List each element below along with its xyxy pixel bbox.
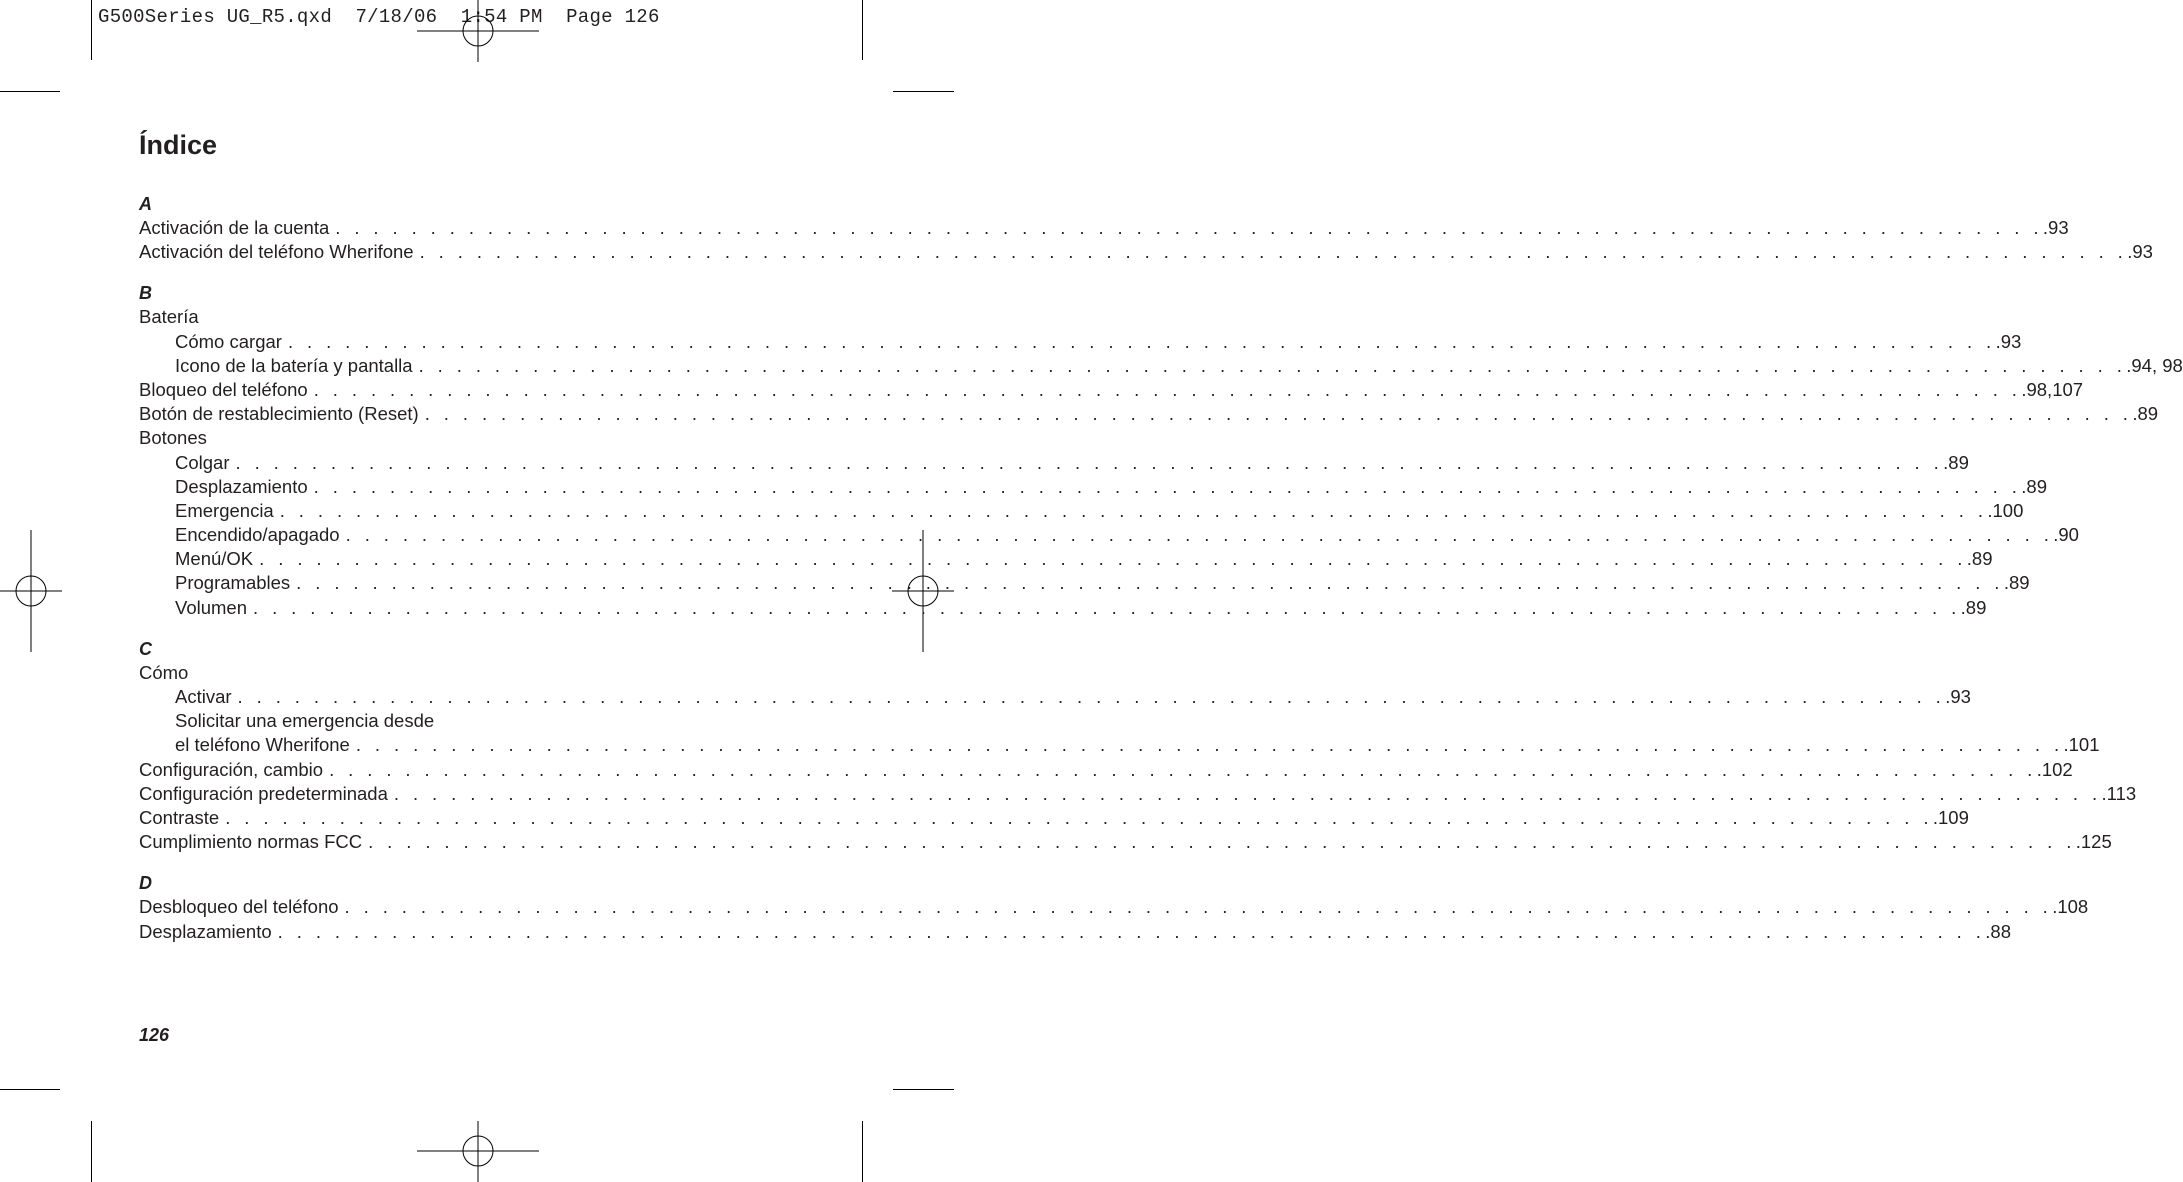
entry-pages: .93 <box>1945 686 1971 707</box>
section-letter: C <box>139 638 152 659</box>
section-letter: B <box>139 283 152 304</box>
entry-label: Programables <box>175 572 291 594</box>
index-section <box>139 192 2153 264</box>
entry-label: Contraste <box>139 806 220 828</box>
section-letter: A <box>139 194 152 214</box>
index-entry <box>139 499 2024 523</box>
index-entry <box>139 475 2048 499</box>
dot-leader: . . . . . . . . . . . . . . . . . . . . . . . . . . . . . . . . . . . . . . . . . . . . . . . . . . . . . . . . . . . . . . . . . . . . . . . . . . . . . . . . . . . . . . . . . . <box>253 596 1961 618</box>
dot-leader: . . . . . . . . . . . . . . . . . . . . . . . . . . . . . . . . . . . . . . . . . . . . . . . . . . . . . . . . . . . . . . . . . . . . . . . . . . . . . . . . . . . . . . . . . . <box>418 354 2127 376</box>
entry-pages: .109 <box>1932 806 1969 828</box>
entry-label: Cumplimiento normas FCC <box>139 831 363 853</box>
dot-leader: . . . . . . . . . . . . . . . . . . . . . . . . . . . . . . . . . . . . . . . . . . . . . . . . . . . . . . . . . . . . . . . . . . . . . . . . . . . . . . . . . . . . . . . . . . <box>355 734 2064 756</box>
entry-label: Configuración, cambio <box>139 758 324 780</box>
entry-label: Desplazamiento <box>175 475 308 497</box>
dot-leader: . . . . . . . . . . . . . . . . . . . . . . . . . . . . . . . . . . . . . . . . . . . . . . . . . . . . . . . . . . . . . . . . . . . . . . . . . . . . . . . . . . . . . . . . . . <box>368 831 2076 853</box>
entry-label: Bloqueo del teléfono <box>139 378 308 400</box>
entry-pages: .89 <box>1966 548 1993 570</box>
entry-pages: .88 <box>1985 920 2012 942</box>
entry-label: Volumen <box>175 596 247 618</box>
index-entry <box>139 571 2030 595</box>
index-entry <box>139 305 684 329</box>
dot-leader: . . . . . . . . . . . . . . . . . . . . . . . . . . . . . . . . . . . . . . . . . . . . . . . . . . . . . . . . . . . . . . . . . . . . . . . . . . . . . . . . . . . . . . . . . . <box>335 217 2043 238</box>
entry-label: el teléfono Wherifone <box>175 734 350 756</box>
index-entry <box>139 240 2153 264</box>
index-entry <box>139 402 2159 426</box>
entry-label: Solicitar una emergencia desde <box>175 710 435 732</box>
entry-pages: .101 <box>2063 734 2100 756</box>
entry-pages: .89 <box>2132 403 2159 425</box>
index-entry <box>139 895 2089 919</box>
index-entry <box>139 733 2100 757</box>
entry-pages: .102 <box>2036 758 2073 780</box>
dot-leader: . . . . . . . . . . . . . . . . . . . . . . . . . . . . . . . . . . . . . . . . . . . . . . . . . . . . . . . . . . . . . . . . . . . . . . . . . . . . . . . . . . . . . . . . . . <box>237 686 1946 707</box>
entry-pages: .89 <box>2003 572 2030 594</box>
entry-pages: .94, 98 <box>2126 354 2183 376</box>
entry-pages: .108 <box>2052 896 2089 918</box>
index-entry <box>139 830 2112 854</box>
index-entry <box>139 378 2084 402</box>
entry-label: Cómo <box>139 661 189 683</box>
dot-leader: . . . . . . . . . . . . . . . . . . . . . . . . . . . . . . . . . . . . . . . . . . . . . . . . . . . . . . . . . . . . . . . . . . . . . . . . . . . . . . . . . . . . . . . . . . <box>313 475 2022 497</box>
entry-label: Menú/OK <box>175 548 254 570</box>
entry-pages: .89 <box>1960 596 1987 618</box>
entry-label: Activar <box>175 686 232 707</box>
dot-leader: . . . . . . . . . . . . . . . . . . . . . . . . . . . . . . . . . . . . . . . . . . . . . . . . . . . . . . . . . . . . . . . . . . . . . . . . . . . . . . . . . . . . . . . . . . <box>393 782 2102 804</box>
entry-pages: .89 <box>1943 451 1969 473</box>
registration-mark-bottom <box>417 1121 539 1182</box>
index-list <box>139 192 2183 961</box>
entry-label: Batería <box>139 306 199 328</box>
index-entry <box>139 596 1987 620</box>
dot-leader: . . . . . . . . . . . . . . . . . . . . . . . . . . . . . . . . . . . . . . . . . . . . . . . . . . . . . . . . . . . . . . . . . . . . . . . . . . . . . . . . . . . . . . . . . . <box>287 330 1996 352</box>
registration-mark-top <box>417 0 539 62</box>
entry-label: Encendido/apagado <box>175 524 340 546</box>
index-entry <box>139 709 684 733</box>
index-entry <box>139 661 684 685</box>
index-entry <box>139 547 1993 571</box>
entry-label: Botones <box>139 427 207 449</box>
dot-leader: . . . . . . . . . . . . . . . . . . . . . . . . . . . . . . . . . . . . . . . . . . . . . . . . . . . . . . . . . . . . . . . . . . . . . . . . . . . . . . . . . . . . . . . . . . <box>344 896 2053 918</box>
entry-pages: .100 <box>1987 499 2024 521</box>
index-entry <box>139 758 2073 782</box>
dot-leader: . . . . . . . . . . . . . . . . . . . . . . . . . . . . . . . . . . . . . . . . . . . . . . . . . . . . . . . . . . . . . . . . . . . . . . . . . . . . . . . . . . . . . . . . . . <box>296 572 2004 594</box>
dot-leader: . . . . . . . . . . . . . . . . . . . . . . . . . . . . . . . . . . . . . . . . . . . . . . . . . . . . . . . . . . . . . . . . . . . . . . . . . . . . . . . . . . . . . . . . . . <box>225 806 1933 828</box>
entry-label: Activación de la cuenta <box>139 217 330 238</box>
dot-leader: . . . . . . . . . . . . . . . . . . . . . . . . . . . . . . . . . . . . . . . . . . . . . . . . . . . . . . . . . . . . . . . . . . . . . . . . . . . . . . . . . . . . . . . . . . <box>424 403 2133 425</box>
entry-label: Configuración predeterminada <box>139 782 388 804</box>
entry-pages: .93 <box>1995 330 2022 352</box>
entry-label: Icono de la batería y pantalla <box>175 354 413 376</box>
dot-leader: . . . . . . . . . . . . . . . . . . . . . . . . . . . . . . . . . . . . . . . . . . . . . . . . . . . . . . . . . . . . . . . . . . . . . . . . . . . . . . . . . . . . . . . . . . <box>279 499 1988 521</box>
index-entry <box>139 354 2183 378</box>
index-section <box>139 871 2089 943</box>
page-title: Índice <box>139 130 218 160</box>
dot-leader: . . . . . . . . . . . . . . . . . . . . . . . . . . . . . . . . . . . . . . . . . . . . . . . . . . . . . . . . . . . . . . . . . . . . . . . . . . . . . . . . . . . . . . . . . . <box>419 241 2128 263</box>
index-entry <box>139 920 2012 944</box>
index-section <box>139 637 2137 855</box>
entry-label: Colgar <box>175 451 230 473</box>
index-entry <box>139 685 1971 709</box>
entry-pages: .113 <box>2101 782 2137 804</box>
page-number: 126 <box>139 1025 170 1045</box>
entry-label: Desbloqueo del teléfono <box>139 896 339 918</box>
entry-pages: .93 <box>2127 241 2153 263</box>
crop-mark <box>893 91 954 92</box>
dot-leader: . . . . . . . . . . . . . . . . . . . . . . . . . . . . . . . . . . . . . . . . . . . . . . . . . . . . . . . . . . . . . . . . . . . . . . . . . . . . . . . . . . . . . . . . . . <box>259 548 1967 570</box>
entry-pages: .125 <box>2075 831 2112 853</box>
dot-leader: . . . . . . . . . . . . . . . . . . . . . . . . . . . . . . . . . . . . . . . . . . . . . . . . . . . . . . . . . . . . . . . . . . . . . . . . . . . . . . . . . . . . . . . . . . <box>235 451 1944 473</box>
crop-mark <box>862 0 863 60</box>
entry-pages: .98,107 <box>2021 378 2084 400</box>
index-entry <box>139 330 2022 354</box>
crop-mark <box>91 1121 92 1182</box>
entry-pages: .89 <box>2021 475 2048 497</box>
crop-mark <box>893 1089 954 1090</box>
entry-pages: .90 <box>2053 524 2079 546</box>
section-letter: D <box>139 873 152 894</box>
crop-mark <box>0 1089 60 1090</box>
crop-mark <box>91 0 92 60</box>
index-section <box>139 281 2183 619</box>
entry-pages: .93 <box>2042 217 2069 238</box>
entry-label: Activación del teléfono Wherifone <box>139 241 414 263</box>
registration-mark-left <box>0 530 62 652</box>
entry-label: Emergencia <box>175 499 274 521</box>
index-entry <box>139 782 2137 806</box>
index-entry <box>139 451 1969 475</box>
dot-leader: . . . . . . . . . . . . . . . . . . . . . . . . . . . . . . . . . . . . . . . . . . . . . . . . . . . . . . . . . . . . . . . . . . . . . . . . . . . . . . . . . . . . . . . . . . <box>329 758 2037 780</box>
index-entry <box>139 426 684 450</box>
crop-mark <box>862 1121 863 1182</box>
entry-label: Desplazamiento <box>139 920 272 942</box>
index-entry <box>139 216 2069 240</box>
dot-leader: . . . . . . . . . . . . . . . . . . . . . . . . . . . . . . . . . . . . . . . . . . . . . . . . . . . . . . . . . . . . . . . . . . . . . . . . . . . . . . . . . . . . . . . . . . <box>277 920 1986 942</box>
dot-leader: . . . . . . . . . . . . . . . . . . . . . . . . . . . . . . . . . . . . . . . . . . . . . . . . . . . . . . . . . . . . . . . . . . . . . . . . . . . . . . . . . . . . . . . . . . <box>313 378 2022 400</box>
dot-leader: . . . . . . . . . . . . . . . . . . . . . . . . . . . . . . . . . . . . . . . . . . . . . . . . . . . . . . . . . . . . . . . . . . . . . . . . . . . . . . . . . . . . . . . . . . <box>345 524 2054 546</box>
print-slug: G500Series UG_R5.qxd 7/18/06 1:54 PM Page 126 <box>98 6 660 28</box>
crop-mark <box>0 91 60 92</box>
index-entry <box>139 806 1969 830</box>
index-entry <box>139 523 2079 547</box>
entry-label: Botón de restablecimiento (Reset) <box>139 403 419 425</box>
entry-label: Cómo cargar <box>175 330 282 352</box>
